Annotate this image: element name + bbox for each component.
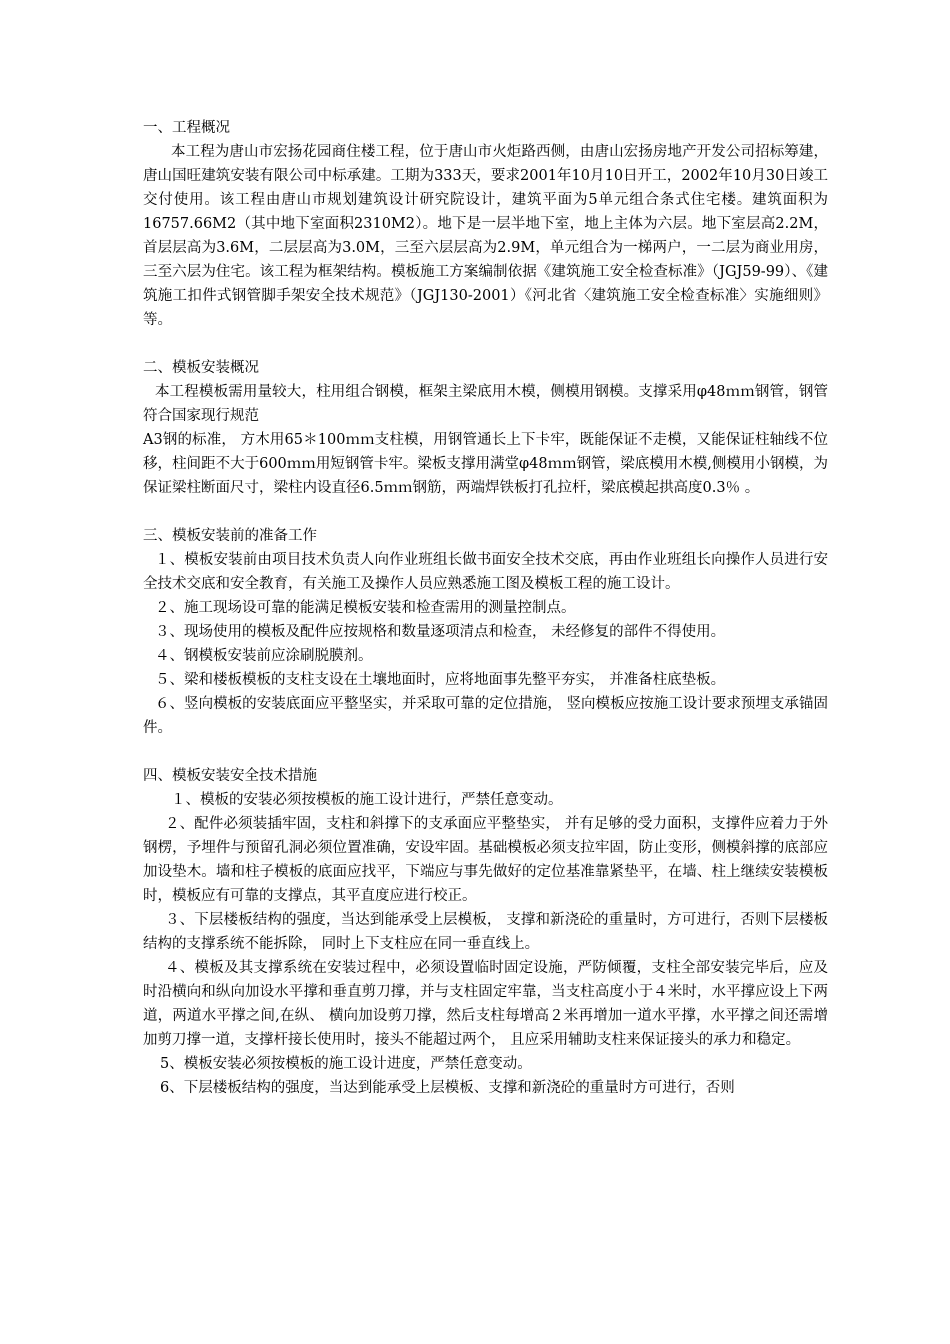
section-3-heading: 三、模板安装前的准备工作 (143, 528, 317, 544)
section-gap (143, 740, 828, 764)
section-gap (143, 500, 828, 524)
section-1-heading: 一、工程概况 (143, 120, 230, 136)
section-4-item: ２、配件必须装插牢固，支柱和斜撑下的支承面应平整垫实， 并有足够的受力面积，支撑件应着力于外钢楞，予埋件与预留孔洞必须位置准确，安设牢固。基础模板必须支拉牢固，防止变形，侧模斜撑的底部应加设垫木。墙和柱子模板的底面应找平，下端应与事先做好的定位基准靠紧垫平，在墙、柱上继续安装模板时，模板应有可靠的支撑点，其平直度应进行校正。 (143, 816, 828, 904)
section-3-item: ３、现场使用的模板及配件应按规格和数量逐项清点和检查， 未经修复的部件不得使用。 (155, 624, 726, 640)
section-4-item: 5、模板安装必须按模板的施工设计进度，严禁任意变动。 (160, 1056, 532, 1072)
section-2-heading: 二、模板安装概况 (143, 360, 259, 376)
section-3-item: ５、梁和楼板模板的支柱支设在土壤地面时，应将地面事先整平夯实， 并准备柱底垫板。 (155, 672, 726, 688)
section-3-item: ６、竖向模板的安装底面应平整坚实，并采取可靠的定位措施， 竖向模板应按施工设计要求预埋支承锚固件。 (143, 696, 828, 736)
section-4-item: ３、下层楼板结构的强度，当达到能承受上层模板， 支撑和新浇砼的重量时，方可进行，否则下层楼板结构的支撑系统不能拆除， 同时上下支柱应在同一垂直线上。 (143, 912, 828, 952)
section-4-item: １、模板的安装必须按模板的施工设计进行，严禁任意变动。 (171, 792, 563, 808)
document-page (143, 116, 828, 1100)
section-3-item: １、模板安装前由项目技术负责人向作业班组长做书面安全技术交底，再由作业班组长向操作人员进行安全技术交底和安全教育，有关施工及操作人员应熟悉施工图及模板工程的施工设计。 (143, 552, 828, 592)
section-4-item: 6、下层楼板结构的强度，当达到能承受上层模板、支撑和新浇砼的重量时方可进行，否则 (160, 1080, 735, 1096)
section-4-heading: 四、模板安装安全技术措施 (143, 768, 317, 784)
section-3-item: ４、钢模板安装前应涂刷脱膜剂。 (155, 648, 373, 664)
section-2-paragraph: A3钢的标准， 方木用65＊100ｍｍ支柱模，用钢管通长上下卡牢，既能保证不走模，又能保证柱轴线不位移，柱间距不大于600ｍｍ用短钢管卡牢。梁板支撑用满堂φ48ｍｍ钢管，梁底模用木模,侧模用小钢模，为保证梁柱断面尺寸，梁柱内设直径6.5ｍｍ钢筋，两端焊铁板打孔拉杆，梁底模起拱高度0.3％ 。 (143, 432, 828, 496)
section-gap (143, 332, 828, 356)
section-2-paragraph: 本工程模板需用量较大，柱用组合钢模，框架主梁底用木模，侧模用钢模。支撑采用φ48ｍｍ钢管，钢管符合国家现行规范 (143, 384, 828, 424)
section-3-item: ２、施工现场设可靠的能满足模板安装和检查需用的测量控制点。 (155, 600, 576, 616)
section-1-paragraph: 本工程为唐山市宏扬花园商住楼工程，位于唐山市火炬路西侧，由唐山宏扬房地产开发公司招标筹建，唐山国旺建筑安装有限公司中标承建。工期为333天，要求2001年10月10日开工，2002年10月30日竣工交付使用。该工程由唐山市规划建筑设计研究院设计，建筑平面为5单元组合条式住宅楼。建筑面积为16757.66M2（其中地下室面积2310M2）。地下是一层半地下室，地上主体为六层。地下室层高2.2M，首层层高为3.6M，二层层高为3.0M，三至六层层高为2.9M，单元组合为一梯两户，一二层为商业用房，三至六层为住宅。该工程为框架结构。模板施工方案编制依据《建筑施工安全检查标准》（JGJ59-99）、《建筑施工扣件式钢管脚手架安全技术规范》（JGJ130-2001）《河北省〈建筑施工安全检查标准〉实施细则》等。 (143, 144, 828, 328)
section-4-item: ４、模板及其支撑系统在安装过程中，必须设置临时固定设施，严防倾覆，支柱全部安装完毕后，应及时沿横向和纵向加设水平撑和垂直剪刀撑，并与支柱固定牢靠，当支柱高度小于４米时，水平撑应设上下两道，两道水平撑之间,在纵、 横向加设剪刀撑，然后支柱每增高２米再增加一道水平撑，水平撑之间还需增加剪刀撑一道，支撑杆接长使用时，接头不能超过两个， 且应采用辅助支柱来保证接头的承力和稳定。 (143, 960, 828, 1048)
